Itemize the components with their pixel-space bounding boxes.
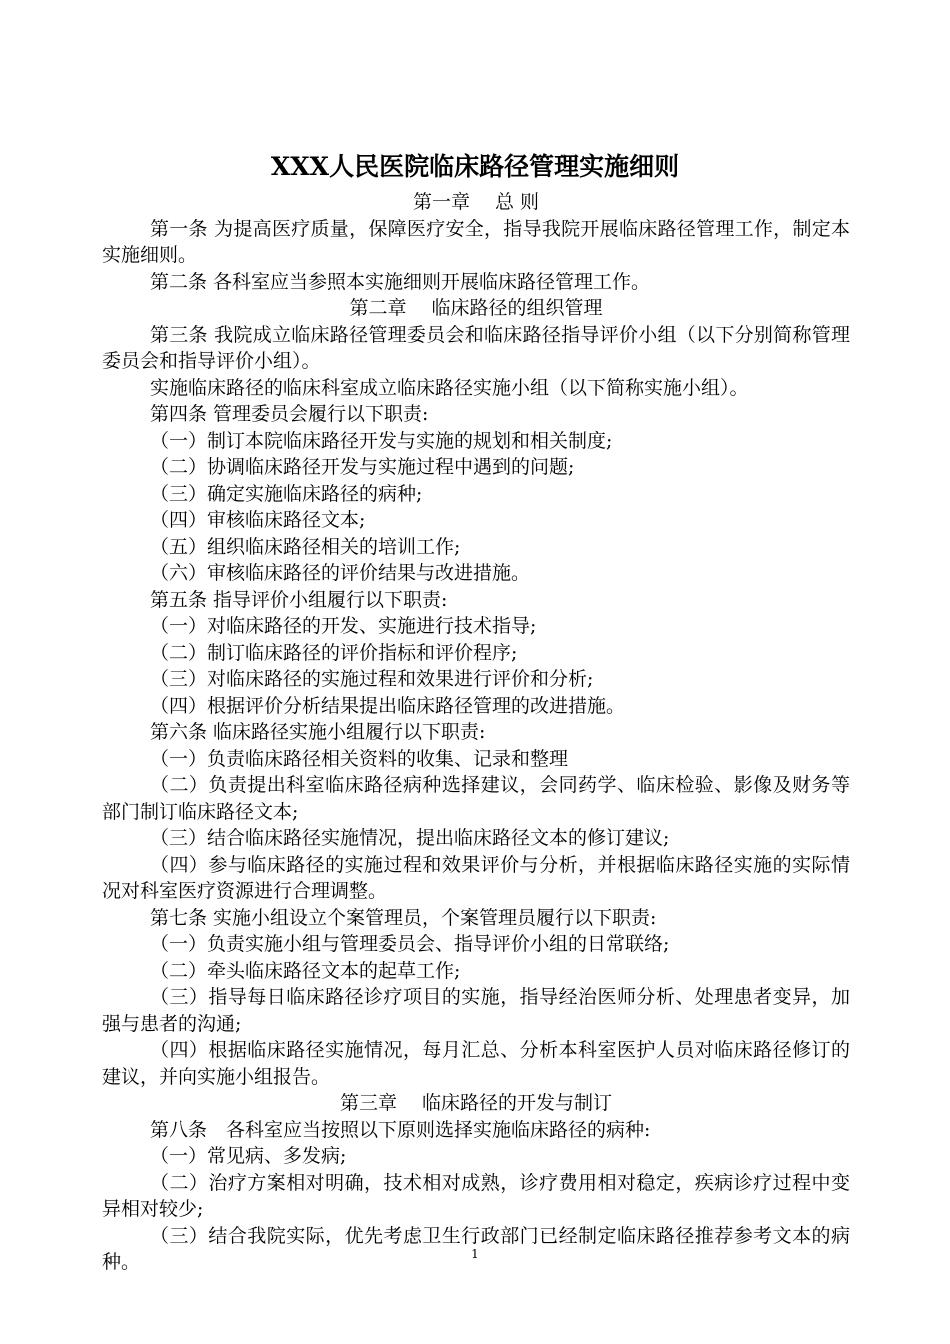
paragraph: （三）结合临床路径实施情况，提出临床路径文本的修订建议;: [150, 827, 670, 849]
paragraph: 第六条 临床路径实施小组履行以下职责:: [150, 721, 486, 743]
paragraph: （一）对临床路径的开发、实施进行技术指导;: [150, 615, 537, 637]
chapter-heading: 第二章 临床路径的组织管理: [349, 297, 603, 319]
paragraph: 实施临床路径的临床科室成立临床路径实施小组（以下简称实施小组）。: [150, 376, 749, 399]
page-number: 1: [471, 1247, 479, 1261]
paragraph: 第八条 各科室应当按照以下原则选择实施临床路径的病种:: [150, 1118, 651, 1141]
paragraph: （三）结合我院实际，优先考虑卫生行政部门已经制定临床路径推荐参考文本的病种。: [102, 1224, 850, 1273]
paragraph: （四）根据评价分析结果提出临床路径管理的改进措施。: [150, 694, 626, 717]
paragraph: 第七条 实施小组设立个案管理员，个案管理员履行以下职责:: [150, 906, 657, 929]
paragraph: （二）负责提出科室临床路径病种选择建议，会同药学、临床检验、影像及财务等部门制订临床路径文本;: [102, 774, 850, 823]
paragraph: （二）牵头临床路径文本的起草工作;: [150, 959, 461, 982]
paragraph: （六）审核临床路径的评价结果与改进措施。: [150, 562, 531, 584]
paragraph: （三）确定实施临床路径的病种;: [150, 482, 423, 505]
paragraph: （三）对临床路径的实施过程和效果进行评价和分析;: [150, 668, 594, 690]
paragraph: （一）制订本院临床路径开发与实施的规划和相关制度;: [150, 429, 613, 452]
paragraph: （五）组织临床路径相关的培训工作;: [150, 535, 461, 558]
paragraph: （一）负责临床路径相关资料的收集、记录和整理: [150, 747, 569, 770]
paragraph: （一）负责实施小组与管理委员会、指导评价小组的日常联络;: [150, 933, 670, 955]
paragraph: （二）治疗方案相对明确，技术相对成熟，诊疗费用相对稳定，疾病诊疗过程中变异相对较少;: [102, 1171, 850, 1220]
paragraph: （二）协调临床路径开发与实施过程中遇到的问题;: [150, 456, 575, 478]
document-body: [102, 189, 850, 1276]
paragraph: 第四条 管理委员会履行以下职责:: [150, 403, 429, 425]
chapter-heading: 第一章 总 则: [412, 191, 540, 213]
chapter-heading: 第三章 临床路径的开发与制订: [339, 1092, 613, 1114]
paragraph: 第五条 指导评价小组履行以下职责:: [150, 588, 448, 611]
paragraph: （三）指导每日临床路径诊疗项目的实施，指导经治医师分析、处理患者变异，加强与患者的沟通;: [102, 986, 850, 1035]
paragraph: 第一条 为提高医疗质量，保障医疗安全，指导我院开展临床路径管理工作，制定本实施细则。: [102, 217, 850, 266]
paragraph: 第二条 各科室应当参照本实施细则开展临床路径管理工作。: [150, 270, 651, 293]
paragraph: （四）审核临床路径文本;: [150, 509, 366, 531]
document-title: XXX人民医院临床路径管理实施细则: [270, 152, 680, 181]
paragraph: 第三条 我院成立临床路径管理委员会和临床路径指导评价小组（以下分别简称管理委员会和指导评价小组）。: [102, 323, 850, 372]
paragraph: （四）根据临床路径实施情况，每月汇总、分析本科室医护人员对临床路径修订的建议，并向实施小组报告。: [102, 1039, 850, 1088]
paragraph: （四）参与临床路径的实施过程和效果评价与分析，并根据临床路径实施的实际情况对科室医疗资源进行合理调整。: [102, 853, 850, 902]
paragraph: （一）常见病、多发病;: [150, 1145, 347, 1167]
paragraph: （二）制订临床路径的评价指标和评价程序;: [150, 641, 518, 664]
